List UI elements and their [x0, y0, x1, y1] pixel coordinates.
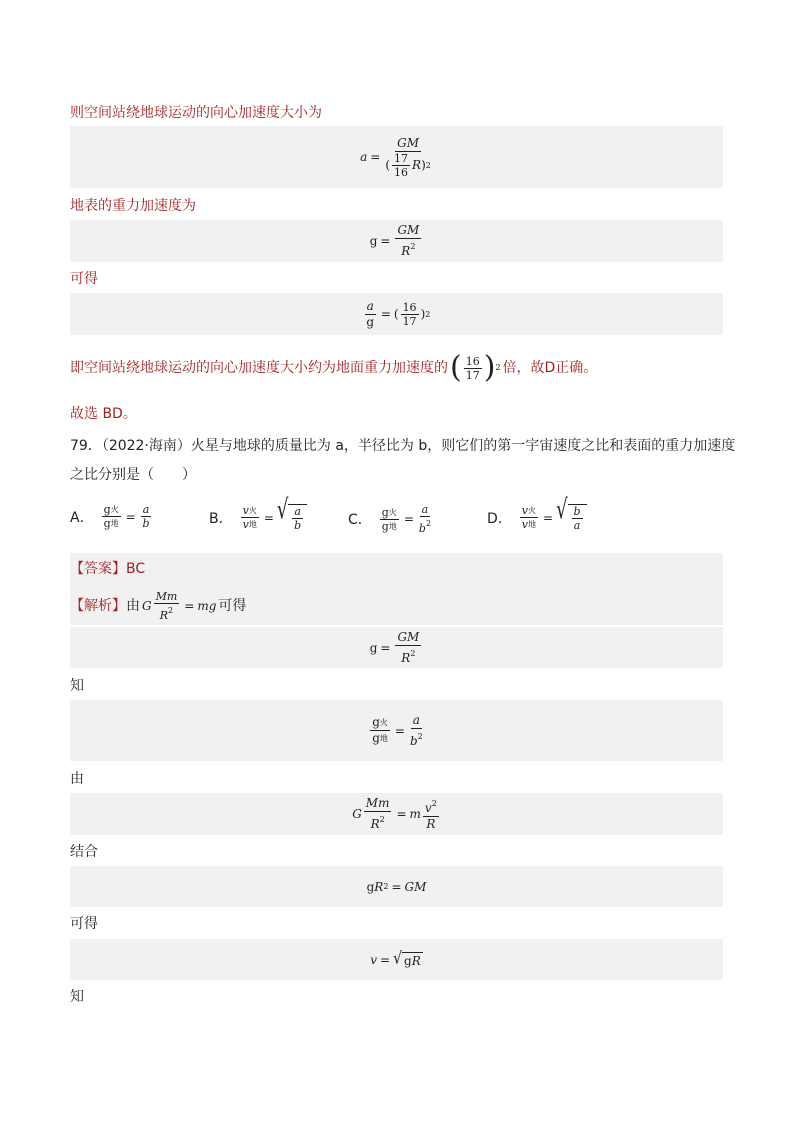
option-a[interactable]: A． g 火 g 地 = $\frac{a}{b}$ [70, 503, 150, 530]
equation-box-7: g R 2 = GM [70, 866, 723, 907]
equation-box-4: g = $\frac{GM}{R^2}$ [70, 627, 723, 668]
equation-box-6: G $\frac{Mm}{R^2}$ = m $\frac{v^2}{R}$ [70, 793, 723, 835]
analysis-line: 【解析】 由 G $\frac{Mm}{R^2}$ = mg 可得 [70, 590, 247, 622]
option-d[interactable]: D． v 火 v 地 = √ $\frac{b}{a}$ [487, 504, 587, 531]
equation-box-2: g = $\frac{GM}{R^2}$ [70, 220, 723, 262]
answer-block [70, 553, 723, 625]
text-kede: 可得 [70, 916, 98, 932]
text-zhi-1: 知 [70, 678, 84, 694]
text-line-5: 故选 BD。 [70, 406, 137, 422]
text-zhi-2: 知 [70, 989, 84, 1005]
equation-box-1: a = GM ( $\frac{17}{16}$ R ) 2 [70, 126, 723, 188]
text-line-4: 即空间站绕地球运动的向心加速度大小约为地面重力加速度的 ( $\frac{16}{17}$ ) 2 倍，故D正确。 [70, 350, 598, 385]
equation-box-5: g 火 g 地 = $\frac{a}{b^2}$ [70, 700, 723, 761]
option-c[interactable]: C． g 火 g 地 = $\frac{a}{b^2}$ [348, 503, 432, 535]
question-79-line-1: 79．（2022·海南）火星与地球的质量比为 a，半径比为 b，则它们的第一宇宙速度之比和表面的重力加速度 [70, 438, 736, 454]
answer-text: 【答案】BC [70, 561, 146, 577]
equation-box-8: v = √ g R [70, 939, 723, 980]
question-79-line-2: 之比分别是（ ） [70, 467, 196, 483]
text-jiehe: 结合 [70, 844, 98, 860]
text-line-2: 地表的重力加速度为 [70, 198, 196, 214]
equation-box-3: $\frac{a}{g}$ = ( $\frac{16}{17}$ ) 2 [70, 293, 723, 335]
option-b[interactable]: B． v 火 v 地 = √ $\frac{a}{b}$ [209, 504, 307, 531]
text-you: 由 [70, 771, 84, 787]
text-line-3: 可得 [70, 271, 98, 287]
text-line-1: 则空间站绕地球运动的向心加速度大小为 [70, 105, 322, 121]
